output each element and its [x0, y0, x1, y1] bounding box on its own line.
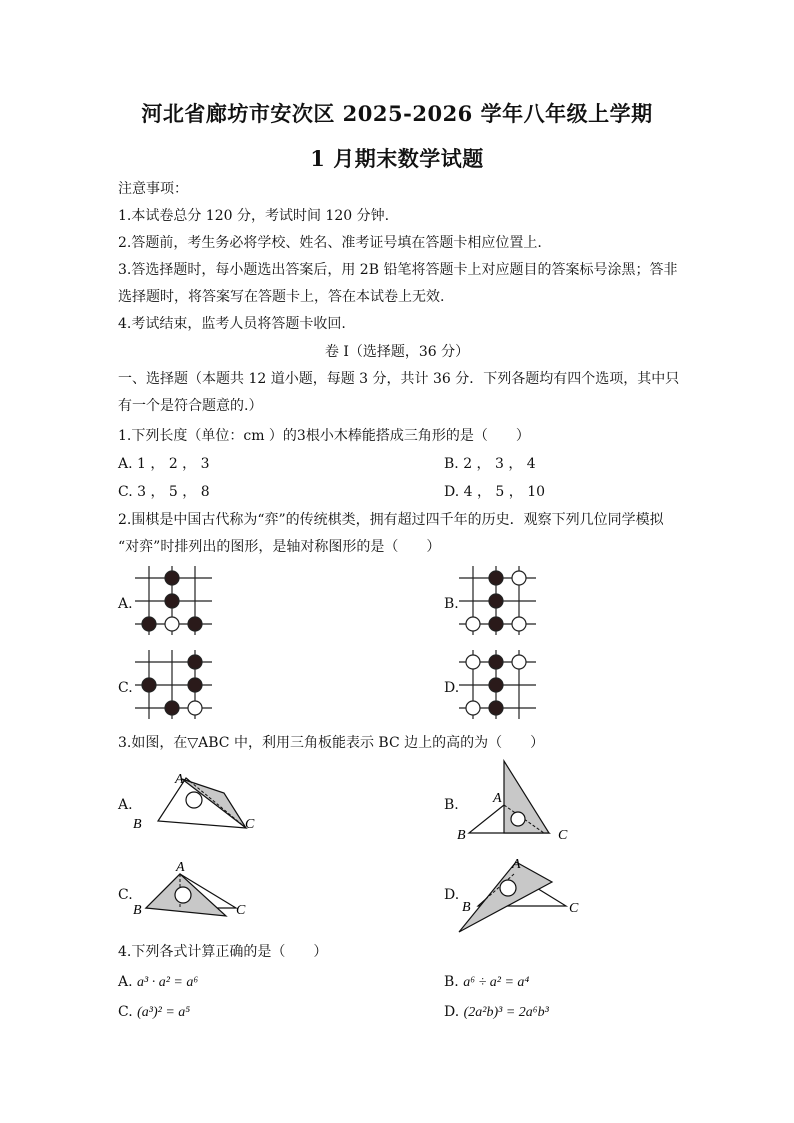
section-intro-line1: 一、选择题（本题共 12 道小题，每题 3 分，共计 36 分．下列各题均有四个选项，其中只: [118, 371, 680, 387]
q2-label-b: B.: [444, 596, 459, 612]
q3-figure-b: [454, 757, 584, 847]
q4-expression-a: a³ · a² = a⁶: [137, 975, 199, 990]
q3b-label-a: A: [493, 791, 502, 806]
q4-expression-d: (2a²b)³ = 2a⁶b³: [463, 1005, 549, 1020]
q4-expression-b: a⁶ ÷ a² = a⁴: [463, 975, 530, 990]
q2-label-d: D.: [444, 680, 460, 696]
q4-label-b: B.: [444, 974, 459, 990]
q3-figure-c: [128, 856, 268, 928]
q3a-label-c: C: [245, 817, 255, 832]
exam-title-line1: 河北省廊坊市安次区 2025-2026 学年八年级上学期: [141, 101, 653, 126]
q3a-label-b: B: [133, 817, 142, 832]
q1-option-d: D. 4 ， 5 ， 10: [444, 484, 546, 500]
q3-figure-d: [454, 852, 594, 934]
q2-stem-line1: 2.围棋是中国古代称为“弈”的传统棋类，拥有超过四千年的历史．观察下列几位同学模拟: [118, 512, 664, 528]
q3c-label-a: A: [176, 860, 185, 875]
note-item-1: 1.本试卷总分 120 分，考试时间 120 分钟.: [118, 208, 390, 224]
q3c-label-c: C: [236, 903, 246, 918]
q3-label-c: C.: [118, 887, 133, 903]
note-item-4: 4.考试结束，监考人员将答题卡收回.: [118, 316, 346, 332]
q4-option-c: [118, 1003, 190, 1022]
q4-option-d: [444, 1003, 549, 1022]
q3c-label-b: B: [133, 903, 142, 918]
q2-stem-line2: “对弈”时排列出的图形，是轴对称图形的是（ ）: [118, 539, 441, 555]
q4-label-d: D.: [444, 1004, 460, 1020]
q1-option-c: C. 3 ， 5 ， 8: [118, 484, 210, 500]
q1-option-a: A. 1 ， 2 ， 3: [118, 456, 210, 472]
q1-option-b: B. 2 ， 3 ， 4: [444, 456, 536, 472]
exam-title-line2: 1 月期末数学试题: [310, 146, 484, 171]
section-intro-line2: 有一个是符合题意的.）: [118, 398, 263, 414]
q2-board-b: [456, 563, 540, 637]
q3-figure-a: [128, 765, 268, 835]
q4-label-c: C.: [118, 1004, 133, 1020]
q3a-label-a: A: [175, 772, 184, 787]
q3-label-a: A.: [118, 797, 133, 813]
q3d-label-b: B: [462, 900, 471, 915]
volume-heading: 卷 I（选择题，36 分）: [324, 344, 470, 360]
q3d-label-a: A: [512, 857, 521, 872]
q3-label-d: D.: [444, 887, 460, 903]
q2-label-a: A.: [118, 596, 133, 612]
q1-stem: 1.下列长度（单位：cm ）的3根小木棒能搭成三角形的是（ ）: [118, 428, 530, 444]
q3b-label-c: C: [558, 828, 568, 843]
q2-board-c: [132, 647, 216, 721]
notes-heading: 注意事项：: [118, 181, 188, 197]
q3b-label-b: B: [457, 828, 466, 843]
note-item-2: 2.答题前，考生务必将学校、姓名、准考证号填在答题卡相应位置上.: [118, 235, 542, 251]
q2-label-c: C.: [118, 680, 133, 696]
note-item-3-cont: 选择题时，将答案写在答题卡上，答在本试卷上无效.: [118, 289, 445, 305]
q4-option-b: [444, 973, 529, 992]
q4-expression-c: (a³)² = a⁵: [137, 1005, 191, 1020]
q4-option-a: [118, 973, 198, 992]
q3-label-b: B.: [444, 797, 459, 813]
q2-board-d: [456, 647, 540, 721]
q3d-label-c: C: [569, 901, 579, 916]
q4-stem: 4.下列各式计算正确的是（ ）: [118, 944, 328, 960]
q4-label-a: A.: [118, 974, 133, 990]
note-item-3: 3.答选择题时，每小题选出答案后，用 2B 铅笔将答题卡上对应题目的答案标号涂黑；答非: [118, 262, 678, 278]
q3-stem: 3.如图，在▽ABC 中，利用三角板能表示 BC 边上的高的为（ ）: [118, 735, 545, 751]
q2-board-a: [132, 563, 216, 637]
